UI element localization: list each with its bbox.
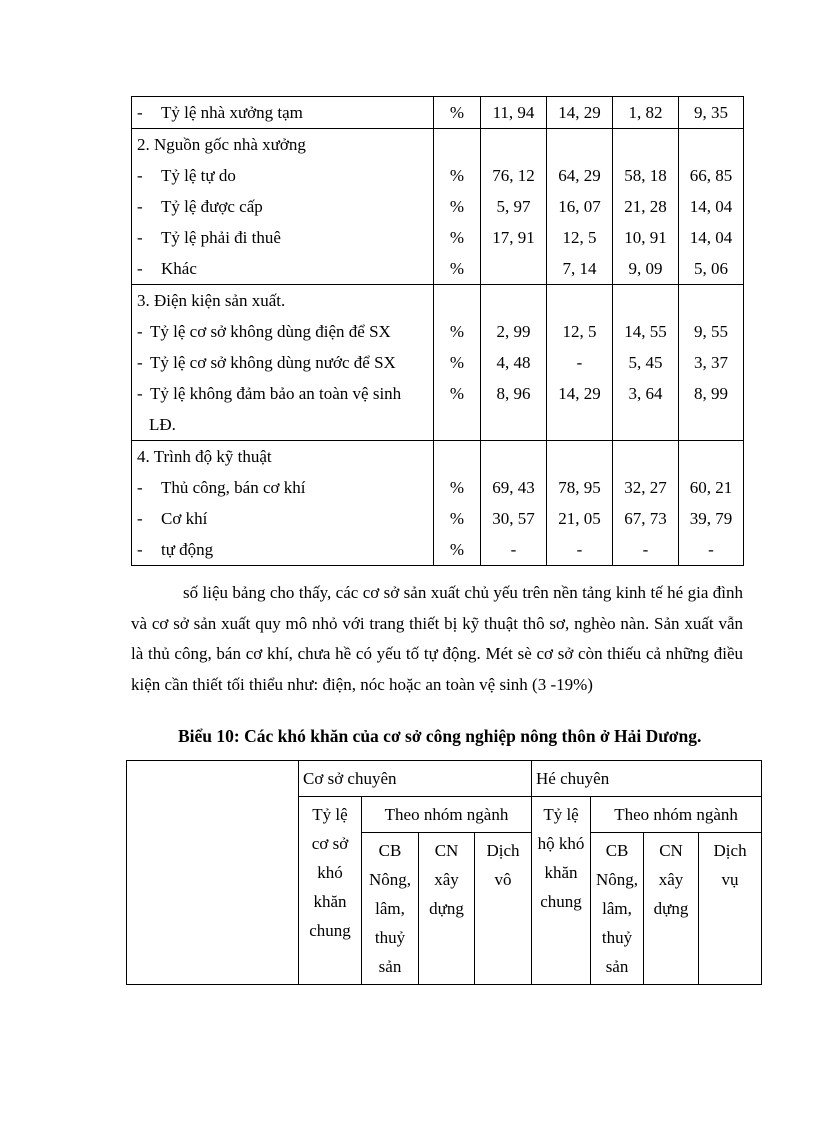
unit: % xyxy=(449,509,465,528)
row-label: Tỷ lệ được cấp xyxy=(161,197,263,216)
value-cell: 1, 82 xyxy=(628,103,663,122)
unit: % xyxy=(449,228,465,247)
sector-column: Dịch vô xyxy=(475,833,532,985)
value-cell: 16, 07 xyxy=(558,197,601,216)
value-cell: - xyxy=(576,540,583,559)
unit: % xyxy=(449,166,465,185)
value-cell: 14, 29 xyxy=(558,384,601,403)
value-cell: 5, 97 xyxy=(496,197,531,216)
value-cell: 60, 21 xyxy=(689,478,733,497)
value-cell: 21, 05 xyxy=(558,509,601,528)
rate-header: Tỷ lệ hộ khó khăn chung xyxy=(532,797,591,985)
value-cell xyxy=(481,253,546,284)
value-cell: 76, 12 xyxy=(492,166,535,185)
value-cell: 39, 79 xyxy=(689,509,733,528)
unit: % xyxy=(449,384,465,403)
value-cell: 67, 73 xyxy=(624,509,667,528)
value-cell: 21, 28 xyxy=(624,197,667,216)
table-section: 4. Trình độ kỹ thuật - Thủ công, bán cơ khí - Cơ khí - tự động % % % 69, 43 30, 57 - 78, 95 21, 05 - 32, 27 67, 73 - 60, 21 39, 79 - xyxy=(132,441,744,566)
sector-column: CB Nông, lâm, thuỷ sản xyxy=(362,833,419,985)
table-section: 3. Điện kiện sản xuất. - Tỷ lệ cơ sở không dùng điện để SX - Tỷ lệ cơ sở không dùng nước để SX - Tỷ lệ không đảm bảo an toàn vệ sinh LĐ. % % % 2, 99 4, 48 8, 96 12, 5 - 14, 29 14, 55 5, 45 3, 64 9, 55 3, 37 8, 99 xyxy=(132,285,744,441)
value-cell: 14, 04 xyxy=(689,228,733,247)
value-cell: 17, 91 xyxy=(492,228,535,247)
unit: % xyxy=(449,322,465,341)
paragraph-text: số liệu bảng cho thấy, các cơ sở sản xuất chủ yếu trên nền tảng kinh tế hé gia đình và cơ sở sản xuất quy mô nhỏ với trang thiết bị kỹ thuật thô sơ, nghèo nàn. Sản xuất vẫn là thủ công, bán cơ khí, chưa hề có yếu tố tự động. Mét sè cơ sở còn thiếu cả những điều kiện cần thiết tối thiểu như: điện, nóc hoặc an toàn vệ sinh (3 -19%) xyxy=(131,583,743,694)
value-cell: 10, 91 xyxy=(624,228,667,247)
value-cell: 9, 35 xyxy=(694,103,728,122)
unit: % xyxy=(449,259,465,278)
table-section: 2. Nguồn gốc nhà xưởng - Tỷ lệ tự do - Tỷ lệ được cấp - Tỷ lệ phải đi thuê - Khác % % % % 76, 12 5, 97 17, 91 64, 29 16, 07 12, 5 7, 14 58, 18 21, 28 10, 91 9, 09 66, 85 14, 04 14, 04 5, 06 xyxy=(132,129,744,285)
value-cell: 69, 43 xyxy=(492,478,535,497)
value-cell: 2, 99 xyxy=(496,322,531,341)
row-label: Tỷ lệ nhà xưởng tạm xyxy=(161,103,303,122)
value-cell: 32, 27 xyxy=(624,478,667,497)
value-cell: 9, 09 xyxy=(628,259,663,278)
value-cell: 66, 85 xyxy=(689,166,733,185)
value-cell: 5, 06 xyxy=(694,259,728,278)
sector-column: Dịch vụ xyxy=(699,833,762,985)
unit: % xyxy=(449,353,465,372)
value-cell: 9, 55 xyxy=(694,322,728,341)
table-caption: Biểu 10: Các khó khăn của cơ sở công nghiệp nông thôn ở Hải Dương. xyxy=(178,726,702,746)
value-cell: 8, 99 xyxy=(694,384,728,403)
sector-header: Theo nhóm ngành xyxy=(362,797,532,833)
value-cell: 4, 48 xyxy=(496,353,531,372)
row-label: Tỷ lệ phải đi thuê xyxy=(161,228,281,247)
section-title: 3. Điện kiện sản xuất. xyxy=(137,291,286,310)
row-label: Thủ công, bán cơ khí xyxy=(161,478,306,497)
value-cell: - xyxy=(576,353,583,372)
value-cell: 12, 5 xyxy=(562,322,597,341)
sector-column: CB Nông, lâm, thuỷ sản xyxy=(591,833,644,985)
value-cell: 14, 04 xyxy=(689,197,733,216)
row-label: Tỷ lệ cơ sở không dùng nước để SX xyxy=(150,353,396,372)
body-paragraph xyxy=(131,578,743,700)
sector-column: CN xây dựng xyxy=(644,833,699,985)
value-cell: - xyxy=(708,540,714,559)
row-label: Tỷ lệ cơ sở không dùng điện để SX xyxy=(150,322,391,341)
section-title: 4. Trình độ kỹ thuật xyxy=(137,447,272,466)
value-cell: - xyxy=(510,540,517,559)
value-cell: 8, 96 xyxy=(496,384,531,403)
group-header: Hé chuyên xyxy=(532,761,762,797)
value-cell: 58, 18 xyxy=(624,166,667,185)
value-cell: 12, 5 xyxy=(562,228,597,247)
value-cell: 7, 14 xyxy=(562,259,597,278)
unit: % xyxy=(449,478,465,497)
row-label: Cơ khí xyxy=(161,509,208,528)
table-row: - Tỷ lệ nhà xưởng tạm % 11, 94 14, 29 1, 82 9, 35 xyxy=(132,97,744,129)
value-cell: - xyxy=(642,540,649,559)
value-cell: 3, 37 xyxy=(694,353,728,372)
value-cell: 30, 57 xyxy=(492,509,535,528)
unit: % xyxy=(449,540,465,559)
row-label: Khác xyxy=(161,259,197,278)
sector-header: Theo nhóm ngành xyxy=(591,797,762,833)
data-table-2 xyxy=(126,760,762,985)
data-table-1 xyxy=(131,96,744,566)
value-cell: 14, 29 xyxy=(558,103,601,122)
value-cell: 64, 29 xyxy=(558,166,601,185)
value-cell: 11, 94 xyxy=(492,103,535,122)
rate-header: Tỷ lệ cơ sở khó khăn chung xyxy=(299,797,362,985)
table-row xyxy=(127,761,762,797)
row-label-continuation: LĐ. xyxy=(149,415,176,434)
group-header: Cơ sở chuyên xyxy=(299,761,532,797)
sector-column: CN xây dựng xyxy=(419,833,475,985)
value-cell: 5, 45 xyxy=(628,353,663,372)
empty-header-cell xyxy=(127,761,299,985)
value-cell: 14, 55 xyxy=(624,322,667,341)
value-cell: 3, 64 xyxy=(628,384,663,403)
value-cell: 78, 95 xyxy=(558,478,601,497)
row-label: Tỷ lệ không đảm bảo an toàn vệ sinh xyxy=(150,384,402,403)
row-label: Tỷ lệ tự do xyxy=(161,166,236,185)
unit: % xyxy=(449,197,465,216)
section-title: 2. Nguồn gốc nhà xưởng xyxy=(137,135,306,154)
unit: % xyxy=(449,103,465,122)
row-label: tự động xyxy=(161,540,214,559)
